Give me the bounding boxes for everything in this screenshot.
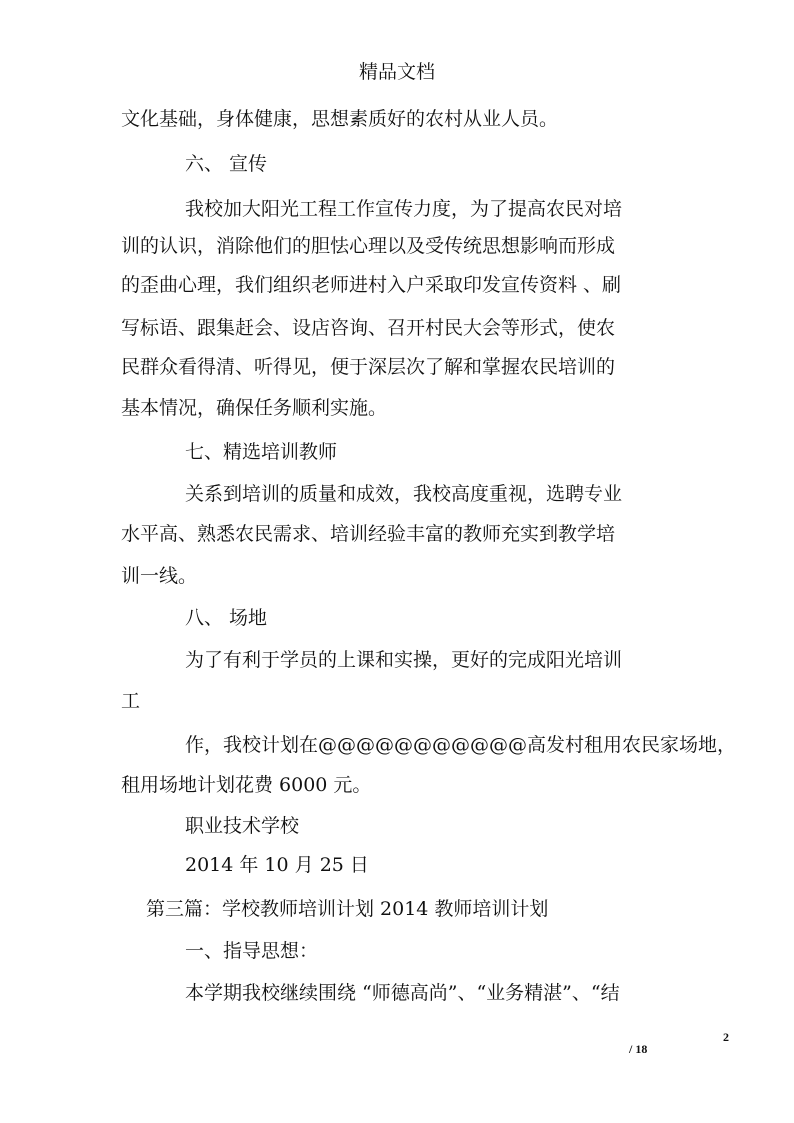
paragraph-line: 写标语、跟集赶会、设店咨询、召开村民大会等形式，使农 [121,317,616,339]
signature-date: 2014 年 10 月 25 日 [185,854,369,876]
section-heading-teachers: 七、精选培训教师 [185,441,338,463]
paragraph-line: 文化基础，身体健康，思想素质好的农村从业人员。 [121,108,559,130]
paragraph-line: 训的认识，消除他们的胆怯心理以及受传统思想影响而形成 [121,235,616,257]
page-total: / 18 [629,1042,648,1056]
paragraph-line: 本学期我校继续围绕 “师德高尚”、“业务精湛”、“结 [185,982,620,1004]
paragraph-line: 水平高、熟悉农民需求、培训经验丰富的教师充实到教学培 [121,523,616,545]
section-heading-venue: 八、 场地 [185,607,268,629]
paragraph-line: 基本情况，确保任务顺利实施。 [121,397,388,419]
section-heading-publicity: 六、 宣传 [185,153,268,175]
paragraph-line: 训一线。 [121,565,198,587]
page-number: 2 [723,1030,729,1044]
paragraph-line: 租用场地计划花费 6000 元。 [121,774,372,796]
chapter-title: 第三篇：学校教师培训计划 2014 教师培训计划 [146,898,549,920]
page-header-title: 精品文档 [358,61,435,83]
paragraph-line: 工 [121,690,141,712]
signature-school: 职业技术学校 [185,815,300,837]
paragraph-line: 我校加大阳光工程工作宣传力度，为了提高农民对培 [185,198,623,220]
paragraph-line: 作，我校计划在@@@@@@@@@@@高发村租用农民家场地， [185,734,737,756]
paragraph-line: 关系到培训的质量和成效，我校高度重视，选聘专业 [185,483,623,505]
paragraph-line: 的歪曲心理，我们组织老师进村入户采取印发宣传资料 、刷 [121,274,622,296]
paragraph-line: 为了有利于学员的上课和实操，更好的完成阳光培训 [185,649,623,671]
section-heading-guiding-thought: 一、指导思想： [185,940,319,962]
paragraph-line: 民群众看得清、听得见，便于深层次了解和掌握农民培训的 [121,356,616,378]
